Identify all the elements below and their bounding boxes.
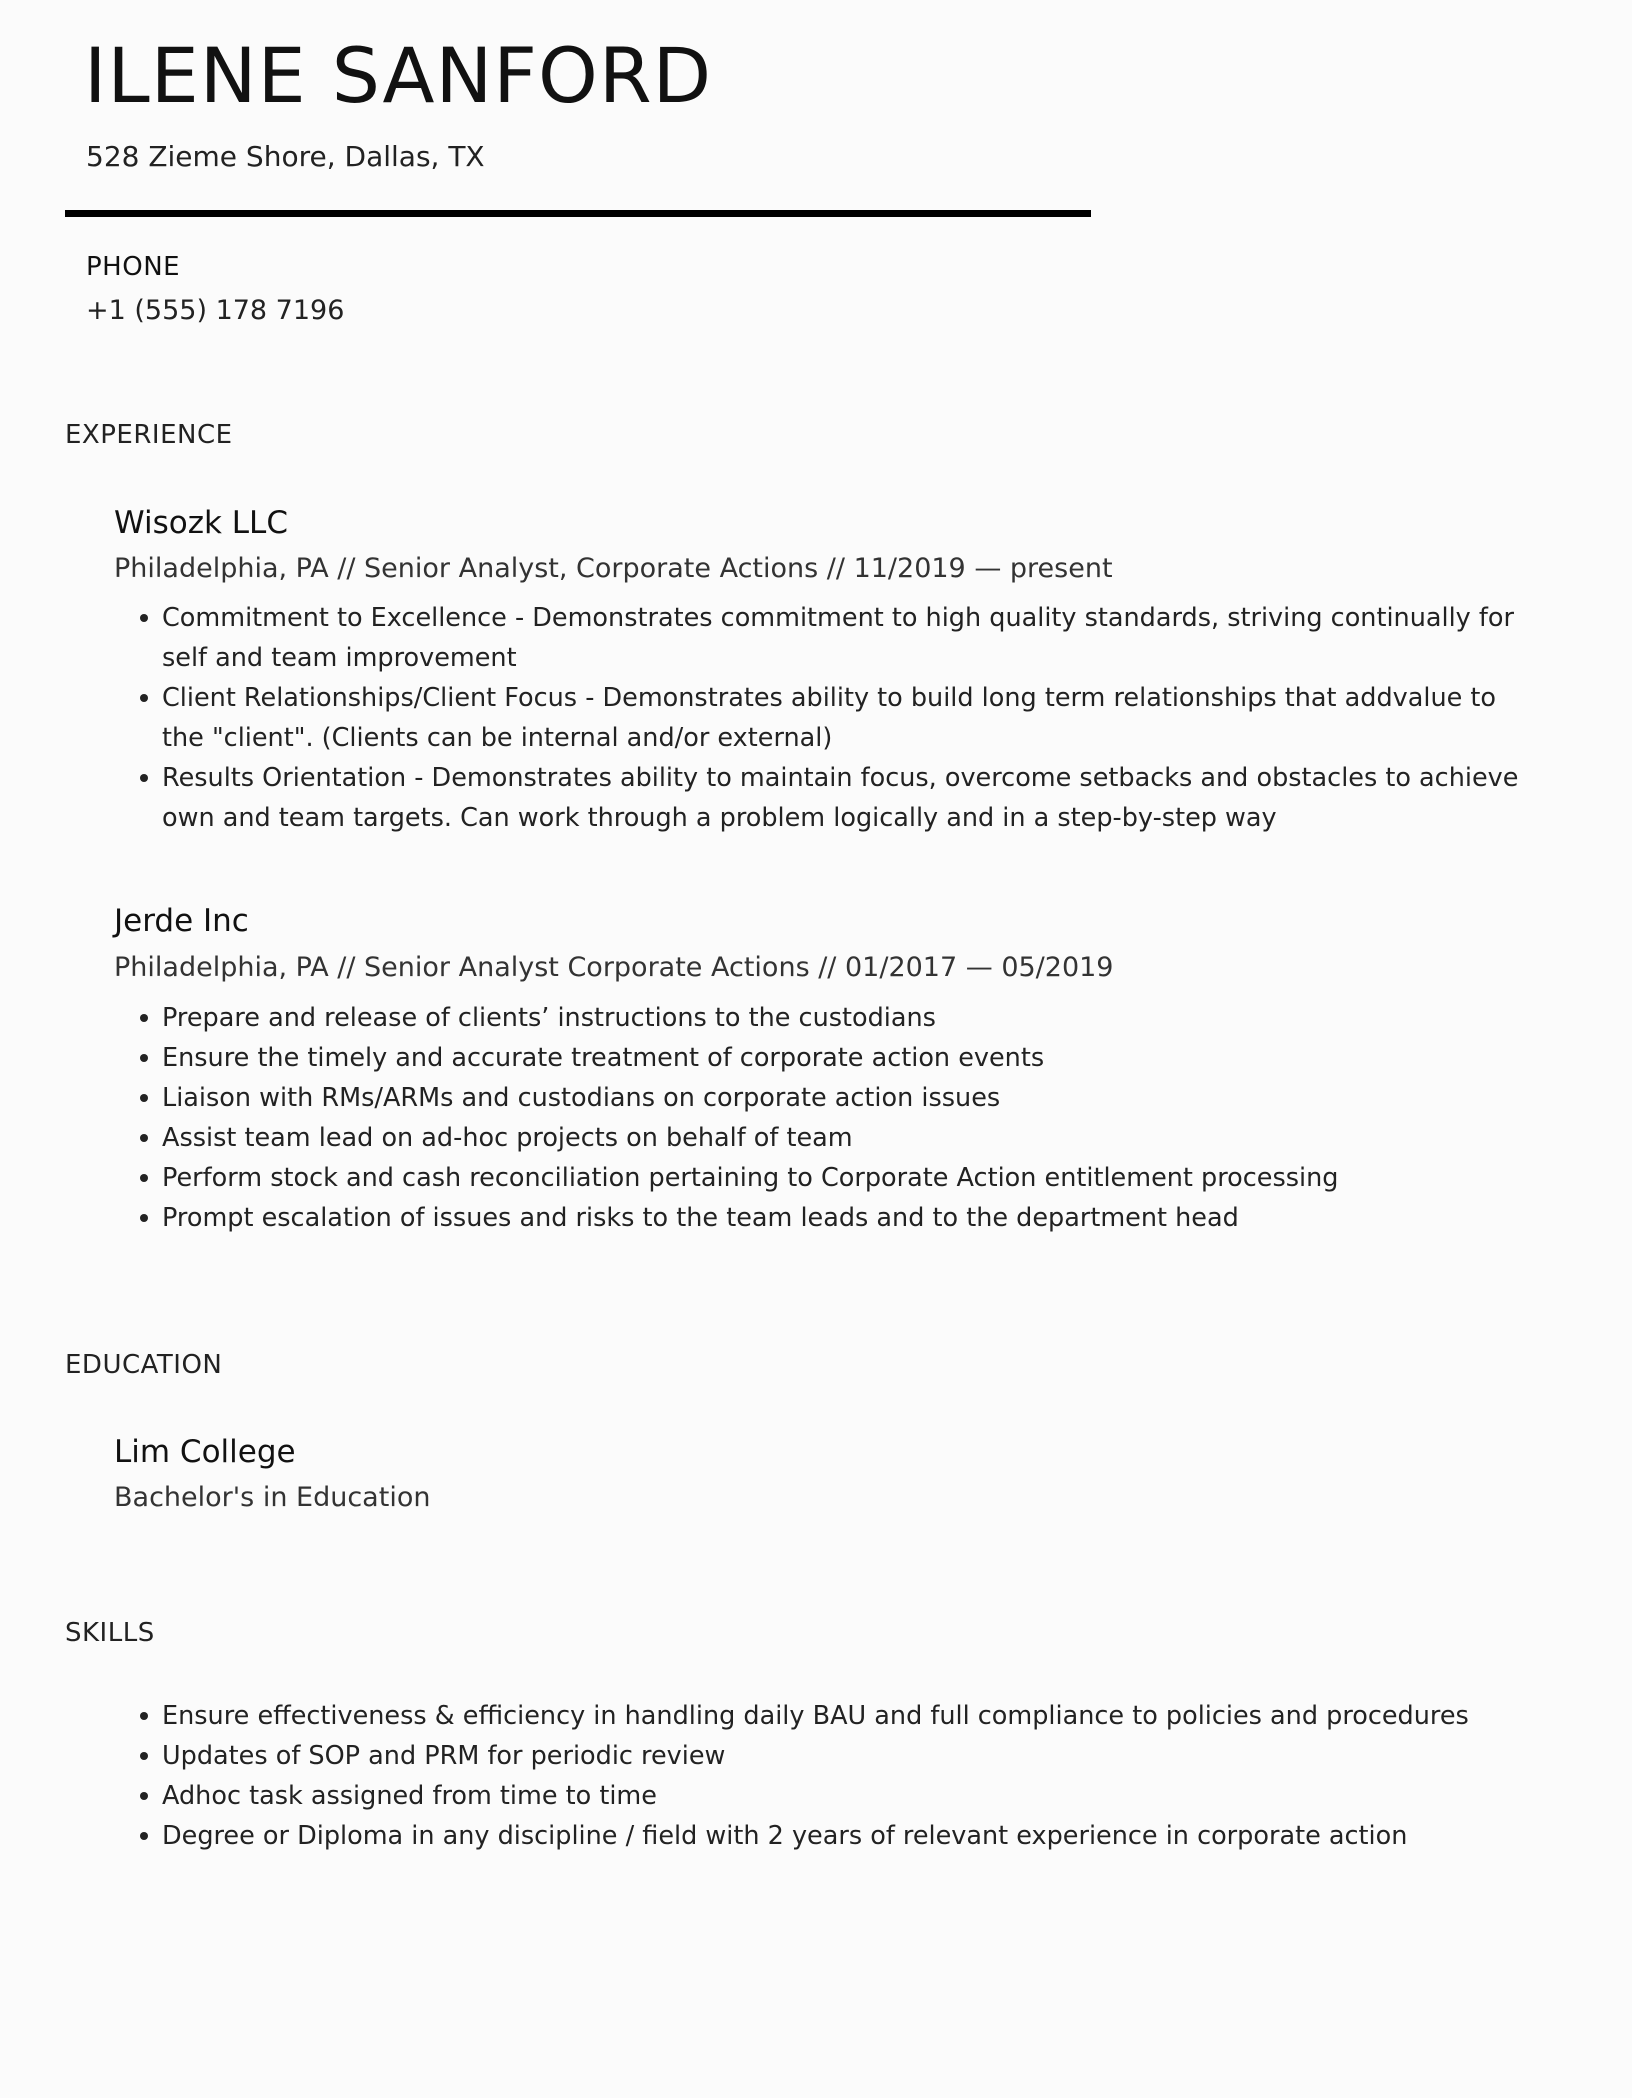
- list-item: Adhoc task assigned from time to time: [162, 1776, 1542, 1816]
- list-item: Commitment to Excellence - Demonstrates commitment to high quality standards, striving continually for self and team improvement: [162, 598, 1542, 678]
- job-company: Wisozk LLC: [114, 505, 288, 541]
- list-item: Results Orientation - Demonstrates ability to maintain focus, overcome setbacks and obstacles to achieve own and team targets. Can work through a problem logically and in a step-by-step way: [162, 758, 1542, 838]
- degree: Bachelor's in Education: [114, 1482, 431, 1513]
- job-bullets: [162, 998, 1542, 1238]
- list-item: Perform stock and cash reconciliation pertaining to Corporate Action entitlement processing: [162, 1158, 1542, 1198]
- school-name: Lim College: [114, 1434, 296, 1470]
- experience-heading: EXPERIENCE: [65, 420, 233, 450]
- phone-label: PHONE: [86, 252, 181, 282]
- list-item: Liaison with RMs/ARMs and custodians on corporate action issues: [162, 1078, 1542, 1118]
- skills-heading: SKILLS: [65, 1618, 155, 1648]
- phone-value: +1 (555) 178 7196: [86, 295, 345, 326]
- list-item: Assist team lead on ad-hoc projects on behalf of team: [162, 1118, 1542, 1158]
- job-details: Philadelphia, PA // Senior Analyst, Corporate Actions // 11/2019 — present: [114, 553, 1113, 584]
- job-bullets: [162, 598, 1542, 838]
- list-item: Ensure the timely and accurate treatment of corporate action events: [162, 1038, 1542, 1078]
- list-item: Prompt escalation of issues and risks to the team leads and to the department head: [162, 1198, 1542, 1238]
- education-heading: EDUCATION: [65, 1350, 223, 1380]
- list-item: Ensure effectiveness & efficiency in handling daily BAU and full compliance to policies and procedures: [162, 1696, 1542, 1736]
- list-item: Degree or Diploma in any discipline / field with 2 years of relevant experience in corporate action: [162, 1816, 1542, 1856]
- candidate-address: 528 Zieme Shore, Dallas, TX: [86, 140, 485, 173]
- skills-list: [162, 1696, 1542, 1856]
- job-details: Philadelphia, PA // Senior Analyst Corporate Actions // 01/2017 — 05/2019: [114, 952, 1114, 983]
- header-divider: [65, 210, 1091, 217]
- candidate-name: ILENE SANFORD: [84, 31, 713, 120]
- job-company: Jerde Inc: [114, 903, 249, 939]
- list-item: Client Relationships/Client Focus - Demonstrates ability to build long term relationships that addvalue to the "client". (Clients can be internal and/or external): [162, 678, 1542, 758]
- list-item: Updates of SOP and PRM for periodic review: [162, 1736, 1542, 1776]
- list-item: Prepare and release of clients’ instructions to the custodians: [162, 998, 1542, 1038]
